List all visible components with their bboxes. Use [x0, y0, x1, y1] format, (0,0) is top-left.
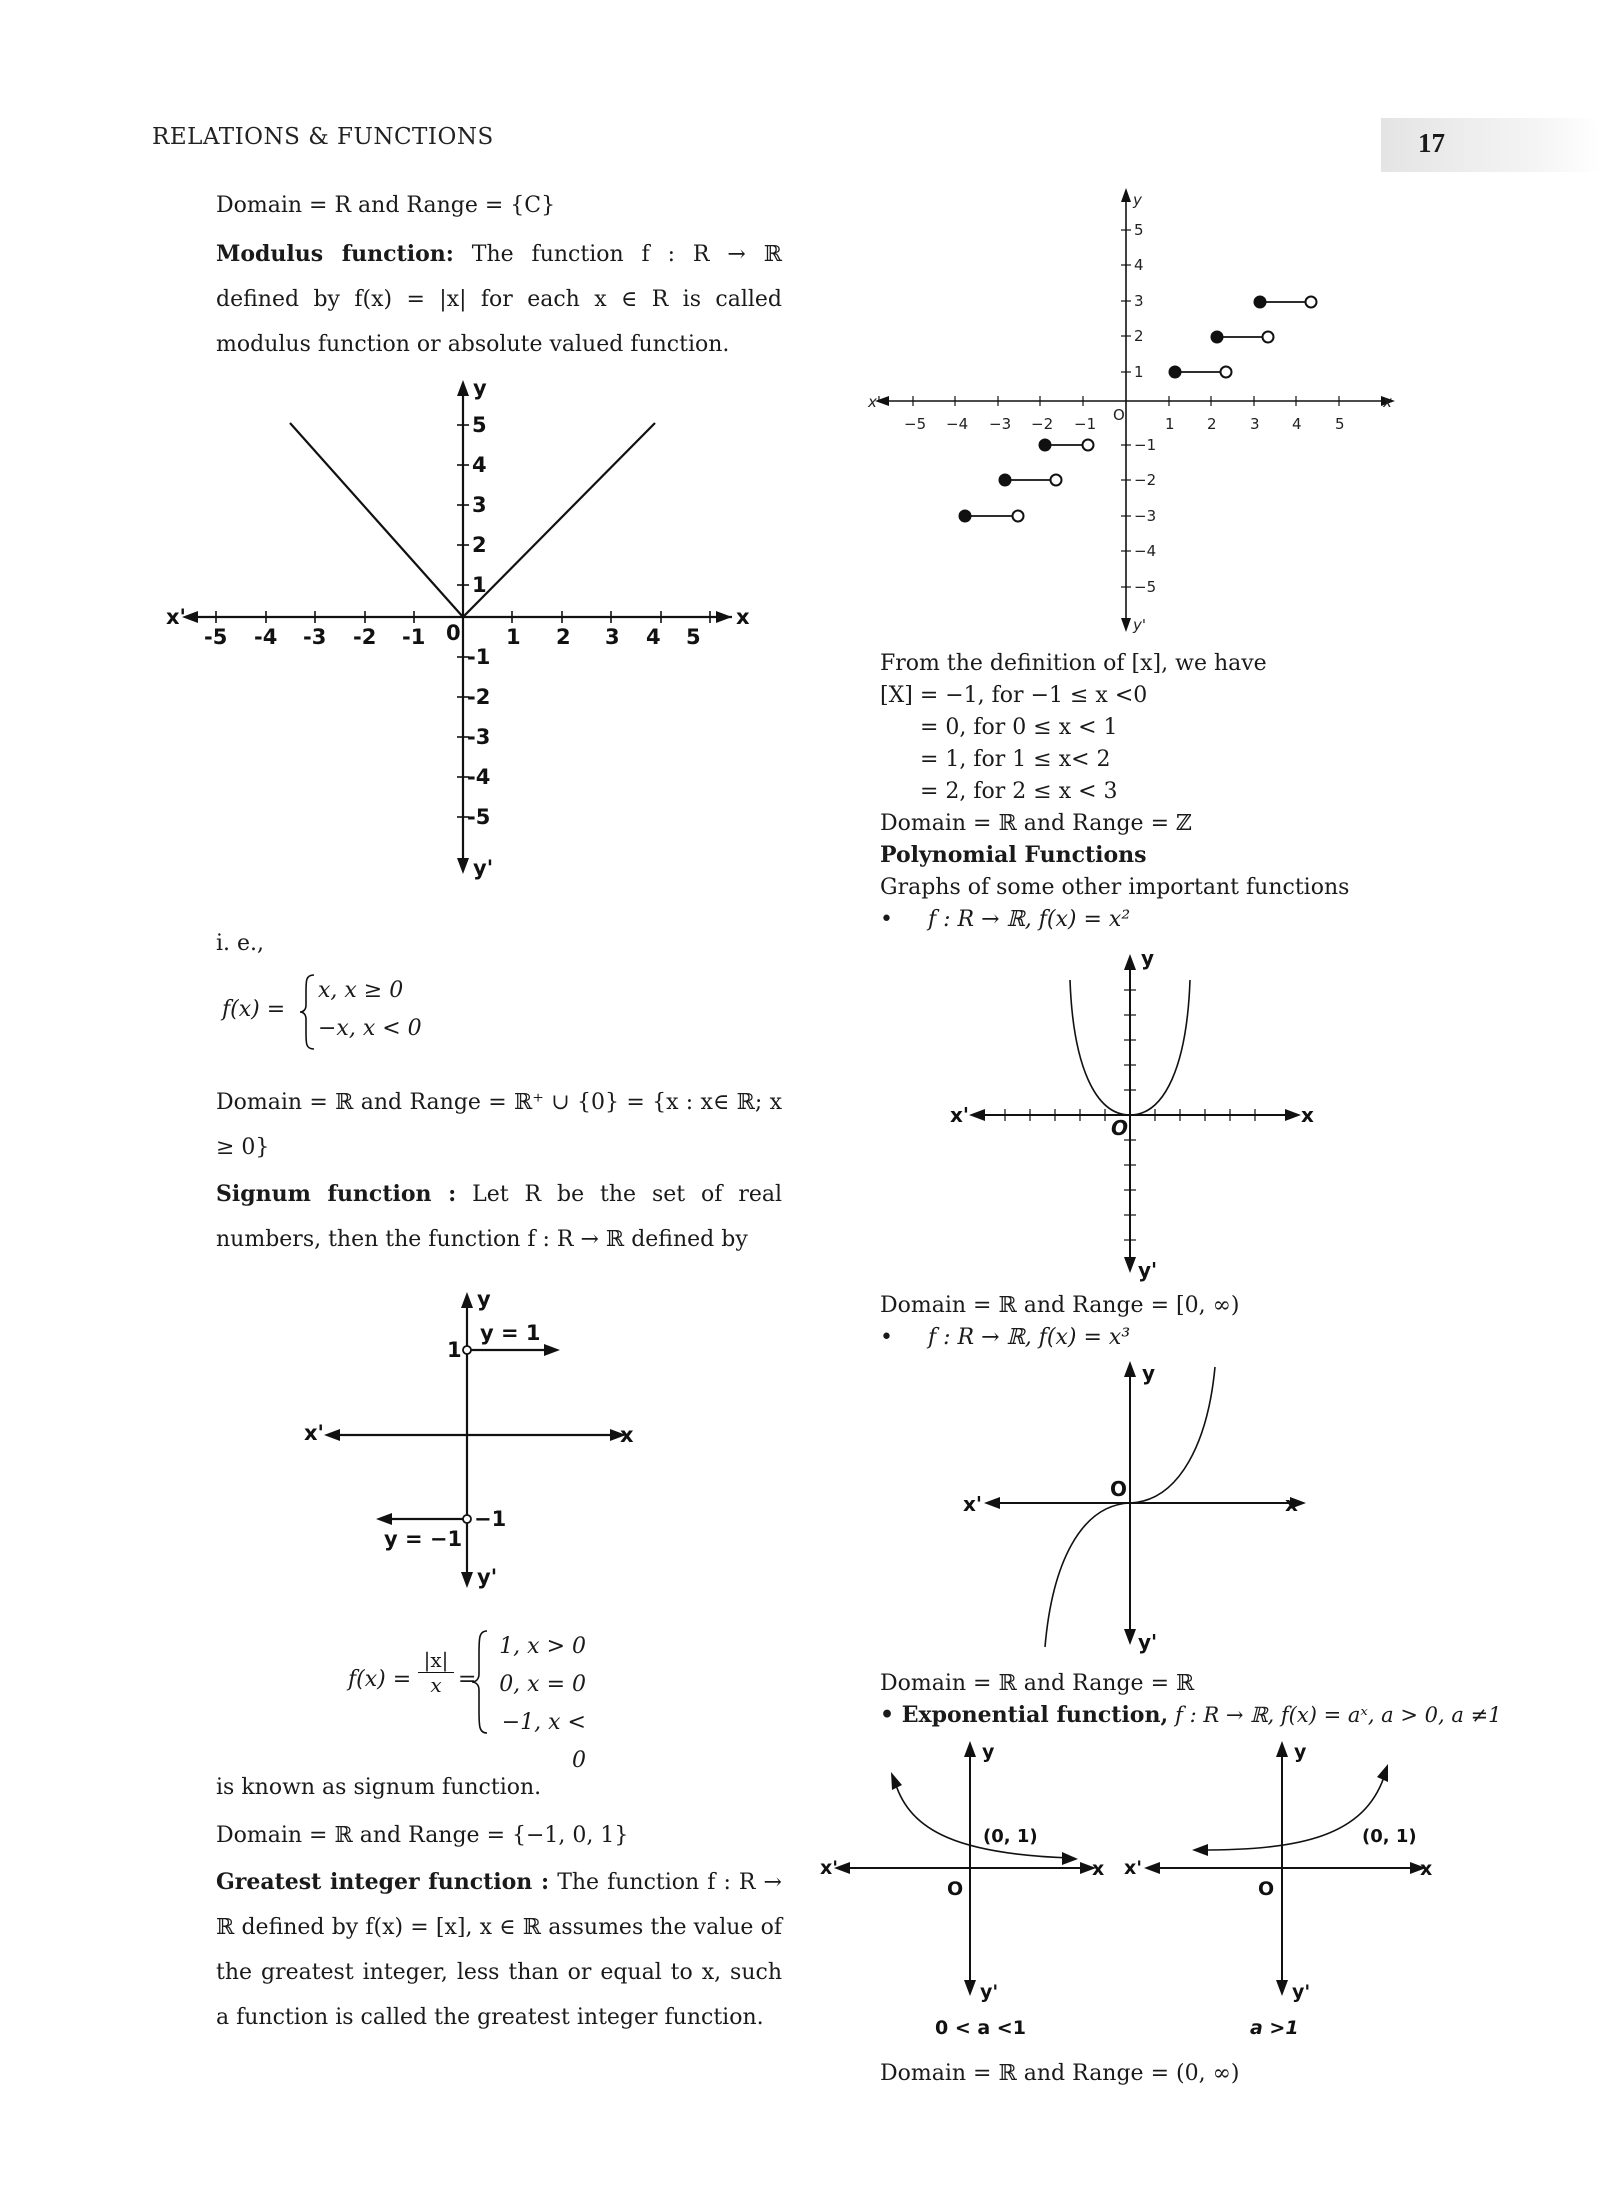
poly-heading: Polynomial Functions [880, 842, 1147, 868]
axis-label-y: y [1294, 1741, 1307, 1763]
signum-cases [490, 1628, 586, 1780]
gif-text: The function f : R → ℝ defined by f(x) = [x], x ∈ ℝ assumes the value of the greatest integer, less than or equal to x, such a function is called the greatest integer function. [216, 1870, 782, 2030]
page-number-box [1381, 118, 1600, 172]
closed-point [1000, 475, 1011, 486]
axis-label-y-prime: y' [473, 856, 494, 880]
tick-label: -3 [303, 625, 327, 649]
signum-domain: Domain = ℝ and Range = {−1, 0, 1} [216, 1823, 629, 1848]
axis-label-y-prime: y' [1133, 616, 1147, 634]
constant-domain-text: Domain = R and Range = {C} [216, 193, 556, 218]
gif-heading: Greatest integer function : [216, 1869, 550, 1895]
closed-point [1170, 367, 1181, 378]
axis-label-y: y [1142, 1361, 1156, 1385]
cube-def: f : R → ℝ, f(x) = x³ [927, 1325, 1131, 1350]
tick-label: −4 [1134, 542, 1157, 560]
signum-text: Let R be the set of real numbers, then the function f : R → ℝ defined by [216, 1182, 783, 1252]
greatest-integer-graph [860, 185, 1400, 645]
tick-label: 2 [1134, 327, 1144, 345]
tick-label: 3 [1134, 292, 1144, 310]
tick-label: -1 [467, 645, 491, 669]
gif-paragraph [216, 1860, 782, 2040]
closed-point [1040, 440, 1051, 451]
tick-label: 2 [472, 533, 487, 557]
open-point [463, 1515, 471, 1523]
bullet-square [880, 904, 1130, 935]
signum-fx: f(x) = [348, 1667, 412, 1692]
origin-label: O [1258, 1878, 1275, 1900]
bullet-cube [880, 1322, 1130, 1353]
axis-label-y: y [1141, 946, 1155, 970]
axis-label-x: x [1383, 393, 1392, 411]
exp-heading: • Exponential function, [880, 1702, 1169, 1728]
axis-label-y: y [477, 1287, 491, 1311]
signum-label-ym1: y = −1 [384, 1527, 463, 1551]
exp-domain: Domain = ℝ and Range = (0, ∞) [880, 2061, 1240, 2086]
tick-label: 2 [556, 625, 571, 649]
axis-label-x: x [736, 605, 750, 629]
point-label: (0, 1) [1362, 1826, 1417, 1847]
open-point [1306, 297, 1317, 308]
left-brace [470, 1628, 490, 1736]
axis-label-y-prime: y' [477, 1565, 498, 1589]
modulus-case-1: x, x ≥ 0 [318, 978, 404, 1003]
axis-label-y-prime: y' [1138, 1258, 1158, 1282]
axis-label-x: x [1420, 1858, 1433, 1880]
tick-label: -4 [467, 765, 491, 789]
tick-label: −3 [1134, 507, 1157, 525]
tick-label: −2 [1031, 415, 1054, 433]
point-label: (0, 1) [983, 1826, 1038, 1847]
gif-case: = 0, for 0 ≤ x < 1 [920, 715, 1118, 740]
origin-label: O [1110, 1477, 1128, 1501]
gif-case: = 1, for 1 ≤ x< 2 [920, 747, 1111, 772]
square-def: f : R → ℝ, f(x) = x² [927, 907, 1131, 932]
exp-left-caption: 0 < a <1 [935, 2017, 1026, 2039]
signum-denominator: x [418, 1672, 454, 1697]
bullet-dot: • [880, 1325, 893, 1350]
gif-case: = 2, for 2 ≤ x < 3 [920, 779, 1118, 804]
signum-case-1: 1, x > 0 [499, 1634, 586, 1659]
tick-label: −1 [1074, 415, 1097, 433]
ie-text: i. e., [216, 931, 265, 956]
open-point [1263, 332, 1274, 343]
origin-label: O [1113, 406, 1125, 424]
axis-label-y-prime: y' [1138, 1630, 1158, 1654]
page-number: 17 [1418, 128, 1445, 158]
tick-label: 3 [472, 493, 487, 517]
axis-label-x-prime: x' [820, 1857, 839, 1879]
axis-label-x-prime: x' [304, 1421, 324, 1445]
axis-label-x-prime: x' [963, 1492, 983, 1516]
exp-def: f : R → ℝ, f(x) = aˣ, a > 0, a ≠1 [1175, 1703, 1502, 1727]
signum-case-3: −1, x < 0 [501, 1710, 586, 1773]
tick-label: -2 [467, 685, 491, 709]
growth-curve [1200, 1774, 1385, 1850]
tick-label: 1 [1165, 415, 1175, 433]
modulus-heading: Modulus function: [216, 241, 454, 267]
cube-graph [960, 1355, 1320, 1655]
poly-intro: Graphs of some other important functions [880, 875, 1350, 900]
tick-label: −5 [904, 415, 927, 433]
axis-label-x-prime: x' [166, 605, 186, 629]
signum-equals: = [458, 1667, 477, 1692]
left-brace [298, 972, 318, 1052]
modulus-paragraph [216, 232, 782, 367]
axis-label-x-prime: x' [868, 393, 882, 411]
tick-label: 4 [646, 625, 661, 649]
tick-label: 5 [686, 625, 701, 649]
exp-line [880, 1700, 1502, 1731]
signum-numerator: |x| [423, 1648, 449, 1672]
exp-right-caption: a >1 [1250, 2017, 1299, 2039]
open-point [1221, 367, 1232, 378]
tick-label: −5 [1134, 578, 1157, 596]
closed-point [960, 511, 971, 522]
axis-label-y: y [982, 1741, 995, 1763]
axis-label-y-prime: y' [1292, 1981, 1311, 2003]
modulus-graph [160, 370, 780, 900]
modulus-text: The function f : R → ℝ defined by f(x) = |x| for each x ∈ R is called modulus function or absolute valued function. [216, 242, 782, 357]
square-domain: Domain = ℝ and Range = [0, ∞) [880, 1293, 1240, 1318]
signum-graph [300, 1280, 640, 1600]
bullet-dot: • [880, 907, 893, 932]
modulus-domain: Domain = ℝ and Range = ℝ⁺ ∪ {0} = {x : x∈ ℝ; x ≥ 0} [216, 1090, 782, 1160]
tick-label: −4 [946, 415, 969, 433]
tick-label: −3 [989, 415, 1012, 433]
axis-label-x-prime: x' [1124, 1857, 1143, 1879]
tick-label: 3 [1250, 415, 1260, 433]
tick-label: 5 [472, 413, 487, 437]
origin-label: O [947, 1878, 964, 1900]
tick-label: 3 [605, 625, 620, 649]
tick-label: 2 [1207, 415, 1217, 433]
tick-label: -3 [467, 725, 491, 749]
square-graph [945, 945, 1325, 1285]
gif-def-intro: From the definition of [x], we have [880, 651, 1267, 676]
tick-label: -4 [254, 625, 278, 649]
tick-label: -5 [204, 625, 228, 649]
tick-label: 4 [1292, 415, 1302, 433]
origin-label: O [1111, 1116, 1129, 1140]
signum-known: is known as signum function. [216, 1775, 542, 1800]
tick-label: 5 [1134, 221, 1144, 239]
tick-label: 5 [1335, 415, 1345, 433]
axis-label-x: x [1301, 1103, 1314, 1127]
origin-label: 0 [446, 621, 461, 645]
tick-label: −1 [1134, 436, 1157, 454]
tick-label: 1 [506, 625, 521, 649]
open-point [1083, 440, 1094, 451]
modulus-cases [318, 972, 422, 1048]
closed-point [1212, 332, 1223, 343]
modulus-fx: f(x) = [222, 997, 286, 1022]
signum-case-2: 0, x = 0 [499, 1672, 586, 1697]
cube-domain: Domain = ℝ and Range = ℝ [880, 1671, 1195, 1696]
signum-label-minus-one: −1 [474, 1507, 507, 1531]
tick-label: 1 [1134, 363, 1144, 381]
exponential-graphs [820, 1732, 1450, 2052]
signum-heading: Signum function : [216, 1181, 457, 1207]
tick-label: -5 [467, 805, 491, 829]
closed-point [1255, 297, 1266, 308]
axis-label-y: y [473, 376, 487, 400]
gif-case: [X] = −1, for −1 ≤ x <0 [880, 683, 1148, 708]
running-header: RELATIONS & FUNCTIONS [152, 124, 494, 150]
tick-label: −2 [1134, 471, 1157, 489]
tick-label: 4 [1134, 256, 1144, 274]
tick-label: 4 [472, 453, 487, 477]
axis-label-y-prime: y' [980, 1981, 999, 2003]
signum-fraction [418, 1648, 454, 1697]
gif-domain: Domain = ℝ and Range = ℤ [880, 811, 1193, 836]
axis-label-x: x [620, 1423, 634, 1447]
open-point [463, 1346, 471, 1354]
signum-paragraph [216, 1172, 782, 1262]
open-point [1013, 511, 1024, 522]
axis-label-x-prime: x' [950, 1103, 970, 1127]
axis-label-y: y [1133, 191, 1142, 209]
signum-label-one: 1 [447, 1338, 462, 1362]
tick-label: -2 [353, 625, 377, 649]
signum-label-y1: y = 1 [480, 1321, 541, 1345]
axis-label-x: x [1285, 1492, 1298, 1516]
axis-label-x: x [1092, 1858, 1105, 1880]
modulus-case-2: −x, x < 0 [318, 1016, 422, 1041]
tick-label: -1 [402, 625, 426, 649]
tick-label: 1 [472, 573, 487, 597]
open-point [1051, 475, 1062, 486]
